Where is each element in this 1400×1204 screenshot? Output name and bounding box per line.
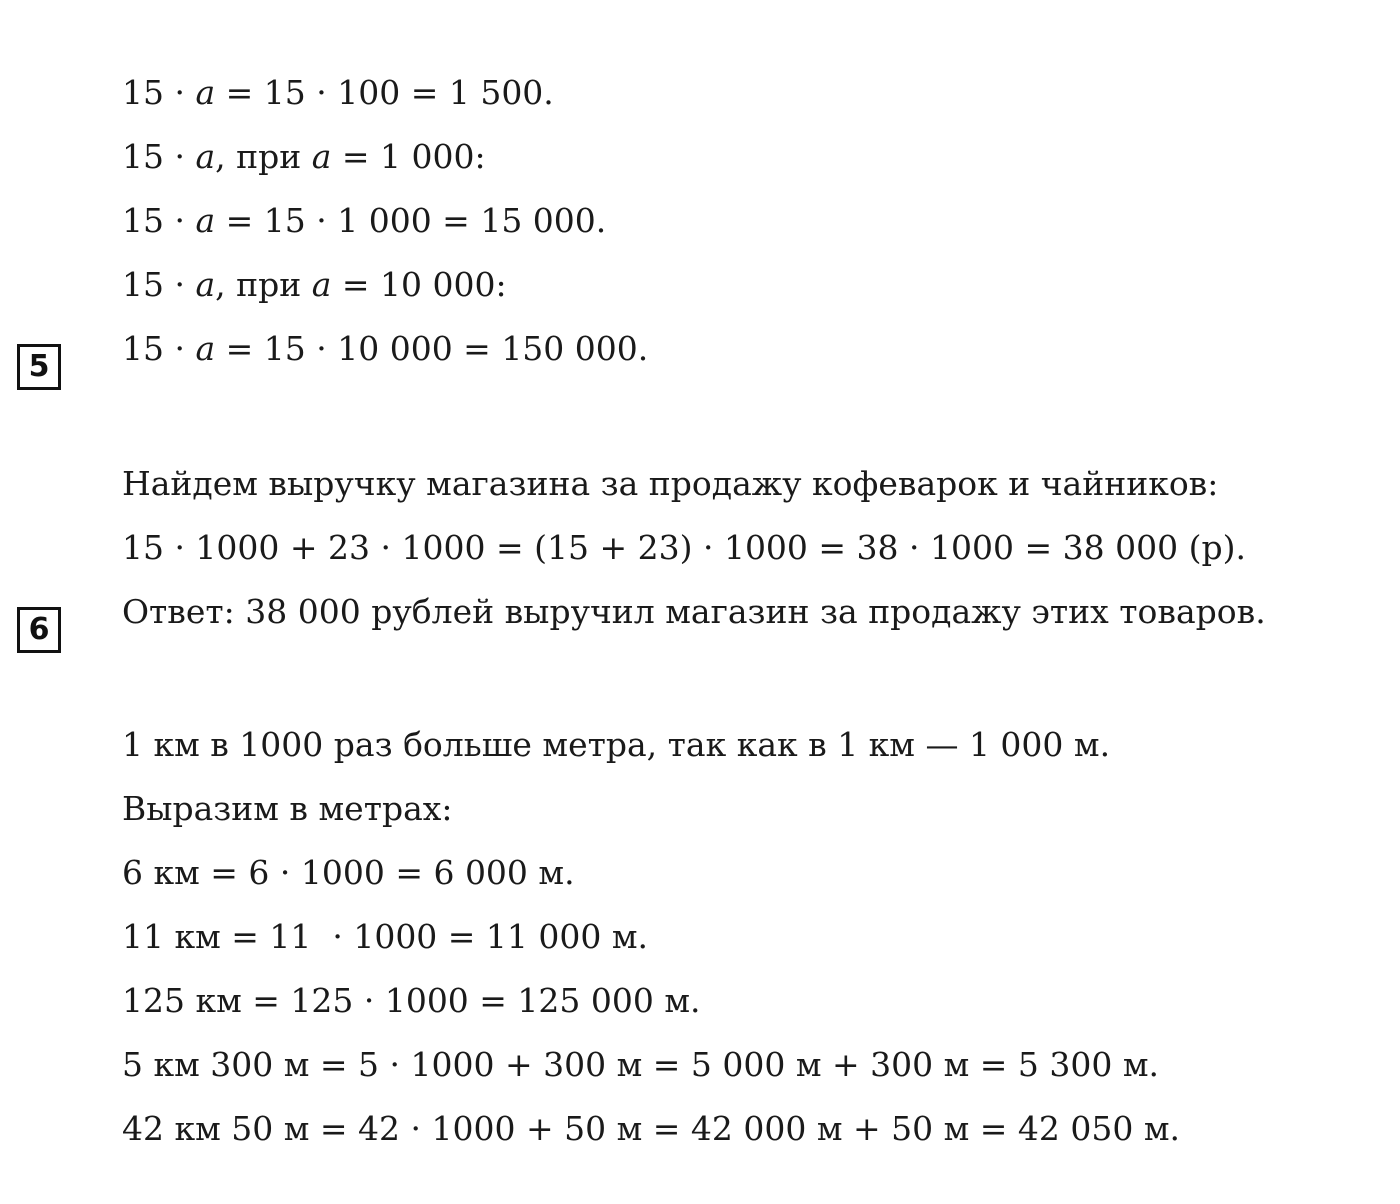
text-segment: = 1 000:: [331, 137, 486, 176]
text-segment: Выразим в метрах:: [121, 789, 453, 828]
variable-a: a: [195, 265, 216, 304]
math-line: [80, 146, 607, 240]
text-segment: 11 км = 11 · 1000 = 11 000 м.: [121, 917, 649, 956]
text-segment: 15 ·: [121, 265, 196, 304]
variable-a: a: [195, 201, 216, 240]
variable-a: a: [195, 137, 216, 176]
task6-conversion-line: [80, 798, 575, 892]
variable-a: a: [195, 329, 216, 368]
math-line: [80, 274, 649, 368]
text-segment: = 15 · 100 = 1 500.: [215, 73, 554, 112]
text-segment: 6 км = 6 · 1000 = 6 000 м.: [121, 853, 575, 892]
math-line: [80, 210, 507, 304]
text-segment: , при: [215, 137, 312, 176]
text-segment: 42 км 50 м = 42 · 1000 + 50 м = 42 000 м + 50 м = 42 050 м.: [121, 1109, 1181, 1148]
text-segment: Найдем выручку магазина за продажу кофеварок и чайников:: [121, 464, 1219, 503]
variable-a: a: [311, 137, 332, 176]
task5-statement-line: [80, 409, 1219, 503]
task-number-box-5: 5: [17, 344, 61, 390]
task5-answer-line: [80, 537, 1266, 631]
text-segment: 5 км 300 м = 5 · 1000 + 300 м = 5 000 м + 300 м = 5 300 м.: [121, 1045, 1160, 1084]
task6-instruction-line: [80, 734, 453, 828]
text-segment: Ответ: 38 000 рублей выручил магазин за продажу этих товаров.: [121, 592, 1266, 631]
task5-calculation-line: [80, 473, 1246, 567]
variable-a: a: [311, 265, 332, 304]
text-segment: 15 ·: [121, 73, 196, 112]
text-segment: 15 · 1000 + 23 · 1000 = (15 + 23) · 1000 = 38 · 1000 = 38 000 (р).: [121, 528, 1246, 567]
task6-conversion-line: [80, 926, 701, 1020]
text-segment: 15 ·: [121, 329, 196, 368]
text-segment: 15 ·: [121, 137, 196, 176]
math-line: [80, 82, 486, 176]
text-segment: = 15 · 10 000 = 150 000.: [215, 329, 649, 368]
task6-statement-line: [80, 670, 1111, 764]
text-segment: = 15 · 1 000 = 15 000.: [215, 201, 607, 240]
task6-conversion-line: [80, 990, 1160, 1084]
text-segment: = 10 000:: [331, 265, 507, 304]
task-number-box-6: 6: [17, 607, 61, 653]
text-segment: 15 ·: [121, 201, 196, 240]
variable-a: a: [195, 73, 216, 112]
task6-conversion-line: [80, 862, 649, 956]
text-segment: 1 км в 1000 раз больше метра, так как в 1 км — 1 000 м.: [121, 725, 1111, 764]
task6-conversion-line: [80, 1054, 1181, 1148]
text-segment: 125 км = 125 · 1000 = 125 000 м.: [121, 981, 701, 1020]
math-line: [80, 18, 554, 112]
text-segment: , при: [215, 265, 312, 304]
